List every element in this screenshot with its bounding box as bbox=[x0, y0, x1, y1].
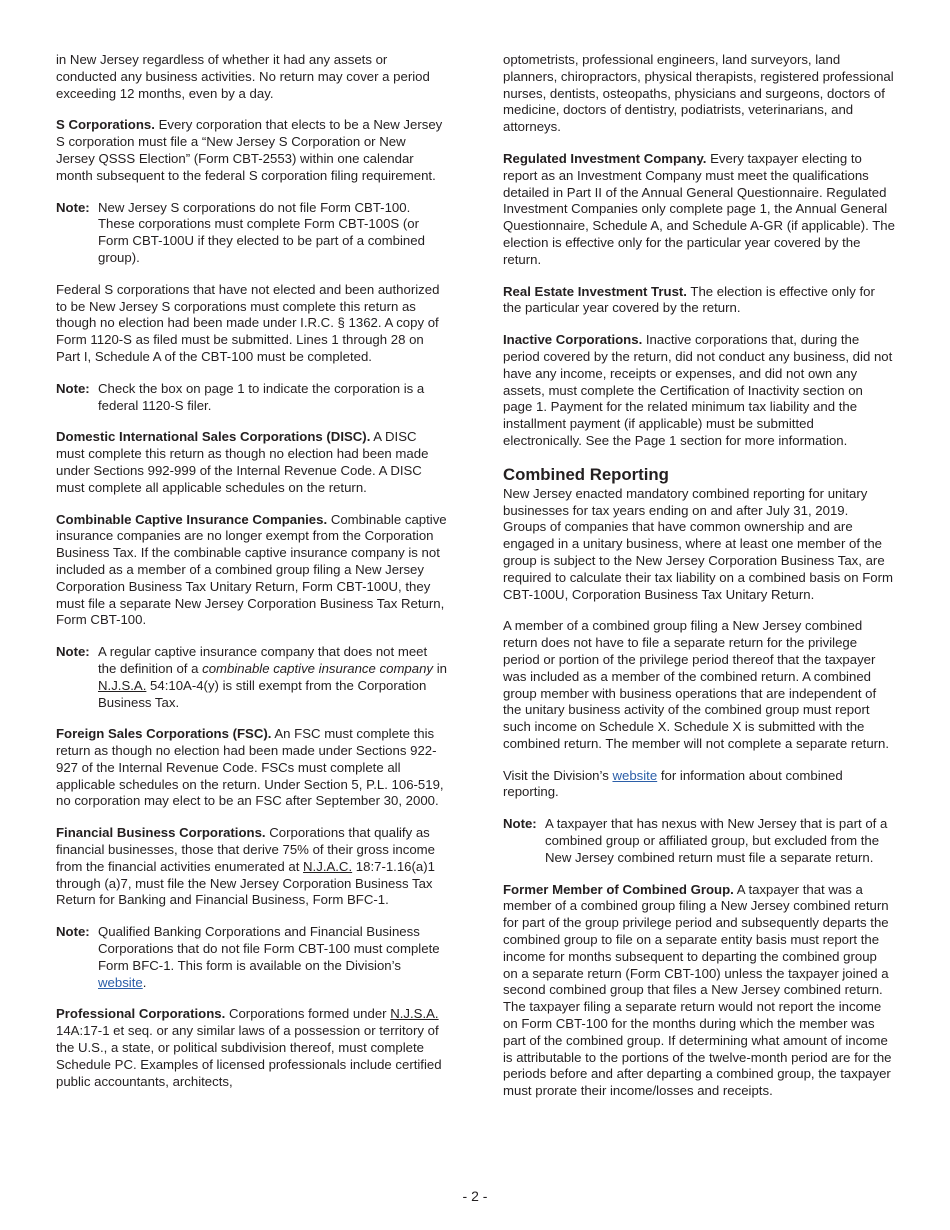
financial-business-heading: Financial Business Corporations. bbox=[56, 825, 266, 841]
combined-reporting-paragraph-2: A member of a combined group filing a New Jersey combined return does not have to file a separate return for the privilege period or portion of the privilege period thereof that the taxpayer was included as a member of the combined return. A combined group member with business operations that are independent of the unitary business activity of the combined group must report such income on Schedule X. Schedule X is submitted with the combined return. The member will not complete a separate return. bbox=[503, 618, 890, 751]
ric-paragraph: Regulated Investment Company. Every taxpayer electing to report as an Investment Company must meet the qualifications detailed in Part II of the Annual General Questionnaire. Regulated Investment Companies only complete page 1, the Annual General Questionnaire, Schedule A, and Schedule A-GR (if applicable). The election is effective only for the particular year covered by the return. bbox=[503, 150, 895, 267]
left-column bbox=[56, 52, 448, 1105]
financial-business-paragraph: Financial Business Corporations. Corporations that qualify as financial businesses, those that derive 75% of their gross income from the financial activities enumerated at N.J.A.C. 18:7-1.16(a)1 through (a)7, must file the New Jersey Corporation Business Tax Return for Banking and Financial Business, Form BFC-1. bbox=[56, 825, 435, 908]
visit-website-paragraph: Visit the Division’s website for information about combined reporting. bbox=[503, 767, 843, 800]
disc-heading: Domestic International Sales Corporations (DISC). bbox=[56, 429, 371, 445]
reit-paragraph: Real Estate Investment Trust. The election is effective only for the particular year covered by the return. bbox=[503, 283, 875, 316]
inactive-paragraph: Inactive Corporations. Inactive corporations that, during the period covered by the return, did not conduct any business, did not have any income, receipts or expenses, and did not own any assets, must complete the Certification of Inactivity section on page 1. Payment for the related minimum tax liability and the installment payment (if applicable) must be submitted electronically. See the Page 1 section for more information. bbox=[503, 332, 893, 448]
former-member-paragraph: Former Member of Combined Group. A taxpayer that was a member of a combined group filing a New Jersey combined return for part of the group privilege period and subsequently departs the combined group to file on a separate entity basis must report the income for months subsequent to departing the combined group on a separate return (Form CBT-100) unless the taxpayer joined a second combined group that files a New Jersey combined return. The taxpayer filing a separate return would not report the income on Form CBT-100 for the months during which the member was part of the combined group. If determining what amount of income is attributable to the portions of the twelve-month period are for the periods before and after departing a combined group, the taxpayer must prorate their income/losses and receipts. bbox=[503, 881, 892, 1099]
intro-paragraph: in New Jersey regardless of whether it had any assets or conducted any business activities. No return may cover a period exceeding 12 months, even by a day. bbox=[56, 52, 430, 101]
former-member-heading: Former Member of Combined Group. bbox=[503, 881, 734, 897]
note-bfc: Note: Qualified Banking Corporations and Financial Business Corporations that do not file Form CBT-100 must complete Form BFC-1. This form is available on the Division’s website. bbox=[56, 924, 440, 990]
captive-insurance-heading: Combinable Captive Insurance Companies. bbox=[56, 511, 328, 527]
note-label: Note: bbox=[56, 199, 90, 215]
disc-paragraph: Domestic International Sales Corporations (DISC). A DISC must complete this return as though no election had been made under Sections 992-999 of the Internal Revenue Code. A DISC must complete all applicable schedules on the return. bbox=[56, 429, 429, 495]
note-s-corp: Note: New Jersey S corporations do not file Form CBT-100. These corporations must complete Form CBT-100S (or Form CBT-100U if they elected to be part of a combined group). bbox=[56, 199, 425, 265]
professionals-list-paragraph: optometrists, professional engineers, land surveyors, land planners, chiropractors, physical therapists, registered professional nurses, dentists, osteopaths, physicians and surgeons, doctors of medicine, doctors of dentistry, podiatrists, veterinarians, and attorneys. bbox=[503, 52, 894, 135]
reit-heading: Real Estate Investment Trust. bbox=[503, 283, 687, 299]
statute-reference: N.J.S.A. bbox=[98, 677, 147, 693]
regulation-reference: N.J.A.C. bbox=[303, 858, 353, 874]
combined-reporting-paragraph-1: New Jersey enacted mandatory combined reporting for unitary businesses for tax years ending on and after July 31, 2019. Groups of companies that have common ownership and are engaged in a unitary business, where at least one member of the group is subject to the New Jersey Corporation Business Tax, are required to calculate their tax liability on a combined basis on Form CBT-100U, Corporation Business Tax Unitary Return. bbox=[503, 485, 893, 602]
ric-heading: Regulated Investment Company. bbox=[503, 150, 707, 166]
federal-s-corp-paragraph: Federal S corporations that have not elected and been authorized to be New Jersey S corporations must complete this return as though no election had been made under I.R.C. § 1362. A copy of Form 1120-S as filed must be submitted. Lines 1 through 28 on Part I, Schedule A of the CBT-100 must be completed. bbox=[56, 281, 440, 364]
division-website-link[interactable]: website bbox=[98, 974, 143, 990]
note-nexus: Note: A taxpayer that has nexus with New Jersey that is part of a combined group or affiliated group, but excluded from the New Jersey combined return must file a separate return. bbox=[503, 816, 888, 865]
note-label: Note: bbox=[56, 380, 90, 396]
note-1120s: Note: Check the box on page 1 to indicate the corporation is a federal 1120-S filer. bbox=[56, 380, 425, 413]
note-label: Note: bbox=[56, 644, 90, 660]
s-corporations-heading: S Corporations. bbox=[56, 117, 155, 133]
s-corporations-paragraph: S Corporations. Every corporation that elects to be a New Jersey S corporation must file a “New Jersey S Corporation or New Jersey QSSS Election” (Form CBT-2553) within one calendar month subsequent to the federal S corporation filing requirement. bbox=[56, 117, 443, 183]
fsc-heading: Foreign Sales Corporations (FSC). bbox=[56, 726, 272, 742]
statute-reference: N.J.S.A. bbox=[390, 1006, 439, 1022]
combined-reporting-website-link[interactable]: website bbox=[612, 767, 658, 783]
fsc-paragraph: Foreign Sales Corporations (FSC). An FSC must complete this return as though no election had been made under Sections 922-927 of the Internal Revenue Code. FSCs must complete all applicable schedules on the return. Under Section 5, P.L. 106-519, no corporation may elect to be an FSC after September 30, 2000. bbox=[56, 726, 444, 809]
note-label: Note: bbox=[56, 924, 90, 940]
note-label: Note: bbox=[503, 816, 537, 832]
captive-insurance-paragraph: Combinable Captive Insurance Companies. Combinable captive insurance companies are no longer exempt from the Corporation Business Tax. If the combinable captive insurance company is not included as a member of a combined group filing a New Jersey Corporation Business Tax Unitary Return, Form CBT-100U, they must file a separate New Jersey Corporation Business Tax Return, Form CBT-100. bbox=[56, 511, 447, 628]
professional-corporations-paragraph: Professional Corporations. Corporations formed under N.J.S.A. 14A:17-1 et seq. or any similar laws of a possession or territory of the U.S., a state, or political subdivision thereof, must complete Schedule PC. Examples of licensed professionals include certified public accountants, architects, bbox=[56, 1006, 442, 1089]
inactive-heading: Inactive Corporations. bbox=[503, 332, 643, 348]
page-number: - 2 - bbox=[462, 1188, 488, 1204]
combined-reporting-heading: Combined Reporting bbox=[503, 464, 669, 484]
professional-corporations-heading: Professional Corporations. bbox=[56, 1006, 226, 1022]
right-column bbox=[503, 52, 895, 1115]
note-captive: Note: A regular captive insurance company that does not meet the definition of a combinable captive insurance company in N.J.S.A. 54:10A-4(y) is still exempt from the Corporation Business Tax. bbox=[56, 644, 447, 710]
